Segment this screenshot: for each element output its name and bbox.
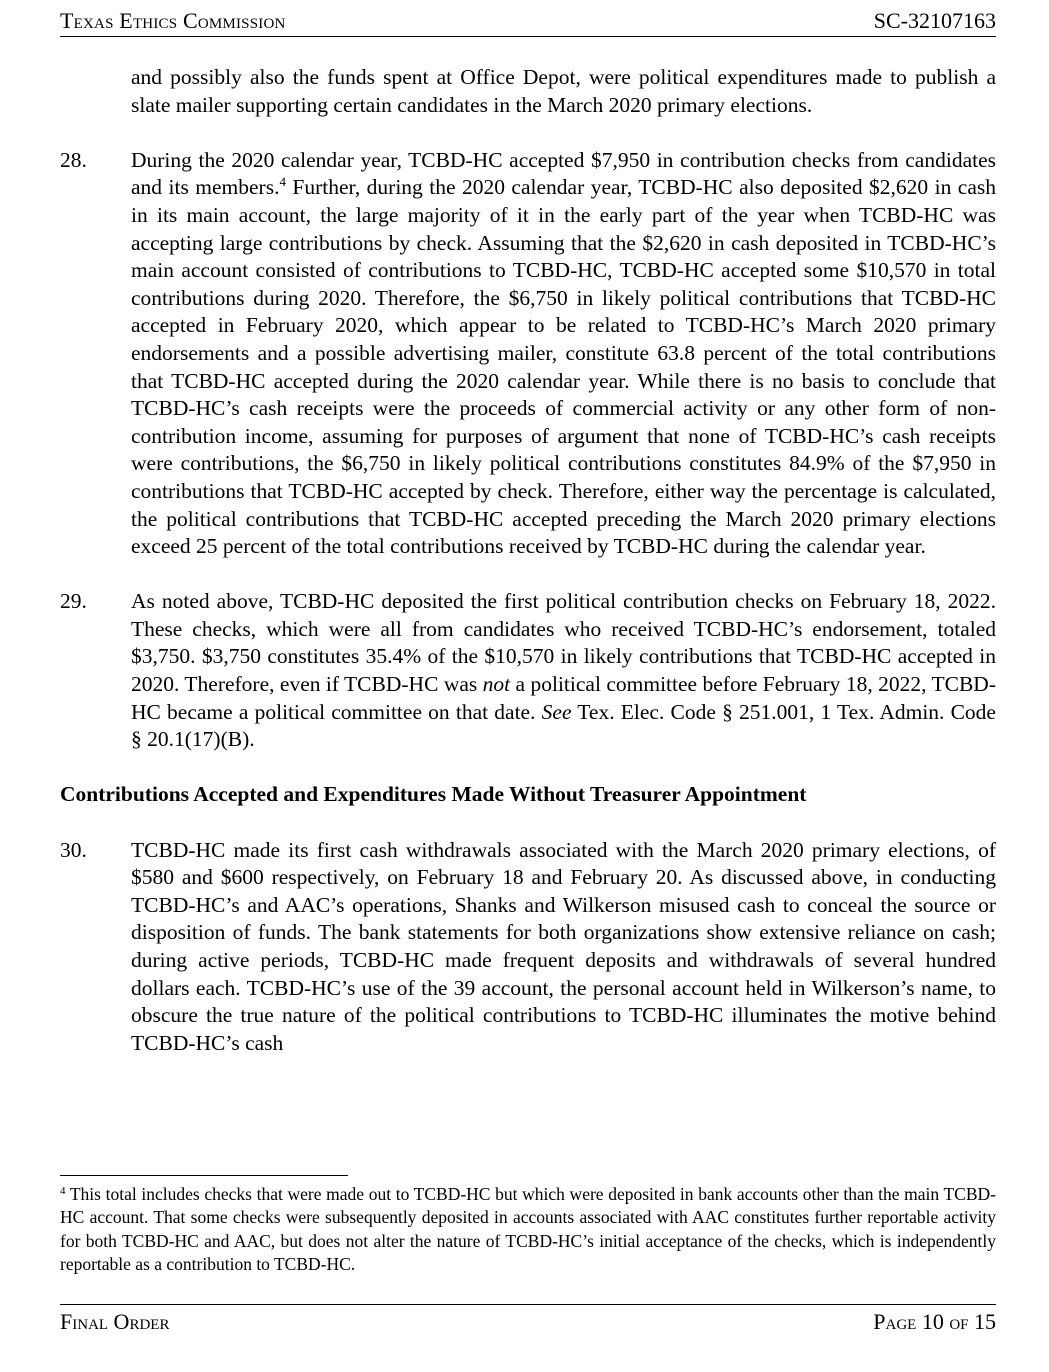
paragraph-30 [60, 837, 996, 1058]
paragraph-text: Tex. Elec. Code § 251.001, 1 Tex. Admin. Code § 20.1(17)(B). [131, 699, 996, 752]
footnote-reference[interactable]: 4 [279, 174, 286, 190]
paragraph-gap [60, 119, 996, 147]
section-heading: Contributions Accepted and Expenditures Made Without Treasurer Appointment [60, 782, 807, 807]
paragraph-text: Further, during the 2020 calendar year, TCBD-HC also deposited $2,620 in cash in its main account, the large majority of it in the early part of the year when TCBD-HC was accepting large contributions by check. Assuming that the $2,620 in cash deposited in TCBD-HC’s main account consisted of contributions to TCBD-HC, TCBD-HC accepted some $10,570 in total contributions during 2020. Therefore, the $6,750 in likely political contributions that TCBD-HC accepted in February 2020, which appear to be related to TCBD-HC’s March 2020 primary endorsements and a possible advertising mailer, constitute 63.8 percent of the total contributions that TCBD-HC accepted during the 2020 calendar year. While there is no basis to conclude that TCBD-HC’s cash receipts were the proceeds of commercial activity or any other form of non-contribution income, assuming for purposes of argument that none of TCBD-HC’s cash receipts were contributions, the $6,750 in likely political contributions constitutes 84.9% of the $7,950 in contributions that TCBD-HC accepted by check. Therefore, either way the percentage is calculated, the political contributions that TCBD-HC accepted preceding the March 2020 primary elections exceed 25 percent of the total contributions received by TCBD-HC during the calendar year. [131, 175, 996, 559]
footer-document-type: Final Order [60, 1309, 170, 1334]
paragraph-text: a political committee before February 18, 2022, TCBD-HC became a political committee on that date. [131, 672, 996, 724]
footnote-separator [60, 1175, 348, 1176]
paragraph-text: During the 2020 calendar year, TCBD-HC accepted $7,950 in contribution checks from candidates and its members. [131, 147, 996, 200]
header-case-number: SC-32107163 [873, 8, 996, 33]
document-body [60, 64, 996, 1057]
page-number: Page 10 of 15 [873, 1309, 996, 1334]
page-footer [60, 1307, 996, 1337]
footnote-marker: 4 [60, 1185, 66, 1197]
paragraph-gap [60, 809, 996, 837]
header-agency: Texas Ethics Commission [60, 8, 286, 33]
continued-paragraph: and possibly also the funds spent at Office Depot, were political expenditures made to publish a slate mailer supporting certain candidates in the March 2020 primary elections. [131, 65, 996, 117]
citation-signal: See [541, 699, 572, 724]
paragraph-28 [60, 147, 996, 561]
page-header [60, 6, 996, 36]
footnote-text: This total includes checks that were made out to TCBD-HC but which were deposited in bank accounts other than the main TCBD-HC account. That some checks were subsequently deposited in accounts associated with AAC constitutes further reportable activity for both TCBD-HC and AAC, but does not alter the nature of TCBD-HC’s initial acceptance of the checks, which is independently reportable as a contribution to TCBD-HC. [60, 1184, 996, 1275]
paragraph-gap [60, 561, 996, 589]
paragraph-number: 29. [60, 589, 87, 614]
paragraph-gap [60, 754, 996, 782]
emphasis-text: not [482, 672, 511, 697]
paragraph-29 [60, 588, 996, 754]
paragraph-text: As noted above, TCBD-HC deposited the first political contribution checks on February 18, 2022. These checks, which were all from candidates who received TCBD-HC’s endorsement, totaled $3,750. $3,750 constitutes 35.4% of the $10,570 in likely contributions that TCBD-HC accepted in 2020. Therefore, even if TCBD-HC was [131, 589, 996, 697]
paragraph-number: 30. [60, 837, 87, 862]
footer-rule [60, 1304, 996, 1305]
paragraph-text: TCBD-HC made its first cash withdrawals associated with the March 2020 primary elections, of $580 and $600 respectively, on February 18 and February 20. As discussed above, in conducting TCBD-HC’s and AAC’s operations, Shanks and Wilkerson misused cash to conceal the source or disposition of funds. The bank statements for both organizations show extensive reliance on cash; during active periods, TCBD-HC made frequent deposits and withdrawals of several hundred dollars each. TCBD-HC’s use of the 39 account, the personal account held in Wilkerson’s name, to obscure the true nature of the political contributions to TCBD-HC illuminates the motive behind TCBD-HC’s cash [131, 837, 996, 1055]
paragraph-number: 28. [60, 147, 87, 172]
header-rule [60, 36, 996, 37]
footnote-4 [60, 1183, 996, 1277]
